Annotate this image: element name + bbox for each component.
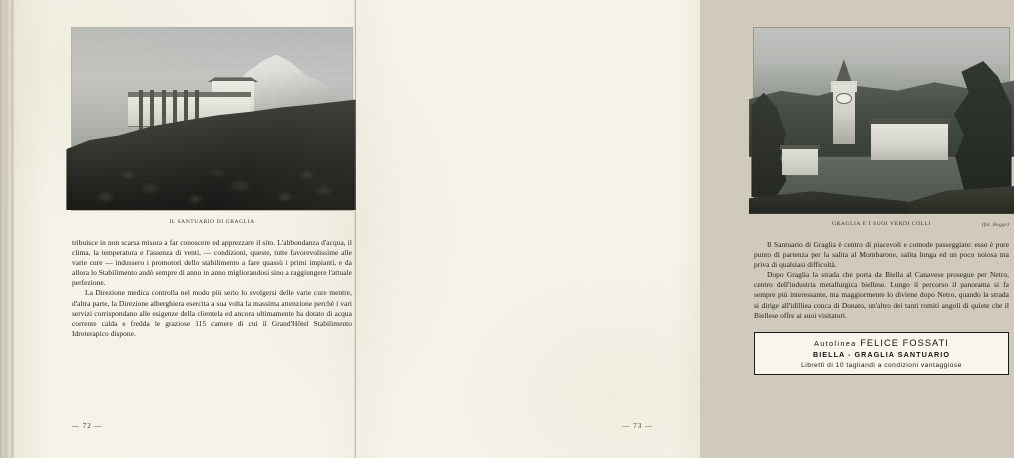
page-number-right: — 73 — — [622, 422, 653, 430]
advertisement-box — [754, 332, 1009, 375]
paragraph-right-2: Dopo Graglia la strada che porta da Biella al Canavese prosegue per Netro, centro dell'industria metallurgica biellese. Lungo il percorso il panorama si fa sempre più interessante, ma maggiormente lo diviene dopo Netro, quando la strada si dirige all'idilliea conca di Donato, un'altro dei tanti romiti angoli di quiete che il Biellese offre ai suoi visitatori. — [754, 270, 1009, 320]
ad-headline — [759, 338, 1004, 348]
body-text-right — [754, 240, 1009, 321]
church-body — [871, 124, 948, 161]
photo-sanctuary-graglia — [72, 28, 352, 210]
ad-service-word: Autolinea — [814, 338, 857, 348]
page-number-left: — 72 — — [72, 422, 103, 430]
house-building — [782, 149, 818, 175]
page-left — [14, 0, 355, 458]
page-right — [356, 0, 1009, 458]
photo-caption-right: GRAGLIA E I SUOI VERDI COLLI — [831, 221, 932, 227]
photo-graglia-green-hills — [754, 28, 1009, 212]
ad-offer: Libretti di 10 tagliandi a condizioni vantaggiose — [801, 361, 962, 369]
photo-credit: (fot. Bogge) — [981, 222, 1009, 228]
page-right-content — [754, 28, 1009, 375]
paragraph-left-1: tribuisce in non scarsa misura a far conoscere ed apprezzare il sito. L'abbondanza d'acqua, il clima, la temperatura e l'assenza di venti, — condizioni, queste, tutte favorevolissime alle varie cure — indussero i promotori dello stabilimento a fare quassù i primi impianti, e da allora lo Stabilimento andò sempre di anno in anno migliorandosi sino a raggiungere l'attuale perfezione. — [72, 238, 352, 288]
paragraph-right-1: Il Santuario di Graglia è centro di piacevoli e comode passeggiate: esso è pure punto di partenza per la salita al Mombarone, salita lunga ed un poco noiosa ma priva di qualsiasi difficoltà. — [754, 240, 1009, 270]
caption-row-left — [72, 219, 352, 225]
paragraph-left-2: La Direzione medica controlla nel modo più serio lo svolgersi delle varie cure mentre, d'altra parte, la Direzione alberghiera esercita a sua volta la massima attenzione perchè i vari servizi corrispondano alle esigenze della clientela ed ancora ultimamente ha dotato di acqua corrente calda e fredda le graziose 115 camere di cui il Grand'Hôtel Stabilimento Idroterapico dispone. — [72, 288, 352, 338]
caption-row-right — [754, 221, 1009, 227]
page-left-content — [72, 28, 352, 339]
body-text-left — [72, 238, 352, 339]
ad-company-name: FELICE FOSSATI — [860, 337, 949, 348]
photo-caption-left: IL SANTUARIO DI GRAGLIA — [169, 219, 255, 225]
ad-route: BIELLA - GRAGLIA SANTUARIO — [813, 350, 950, 360]
photo-foliage — [72, 101, 352, 210]
